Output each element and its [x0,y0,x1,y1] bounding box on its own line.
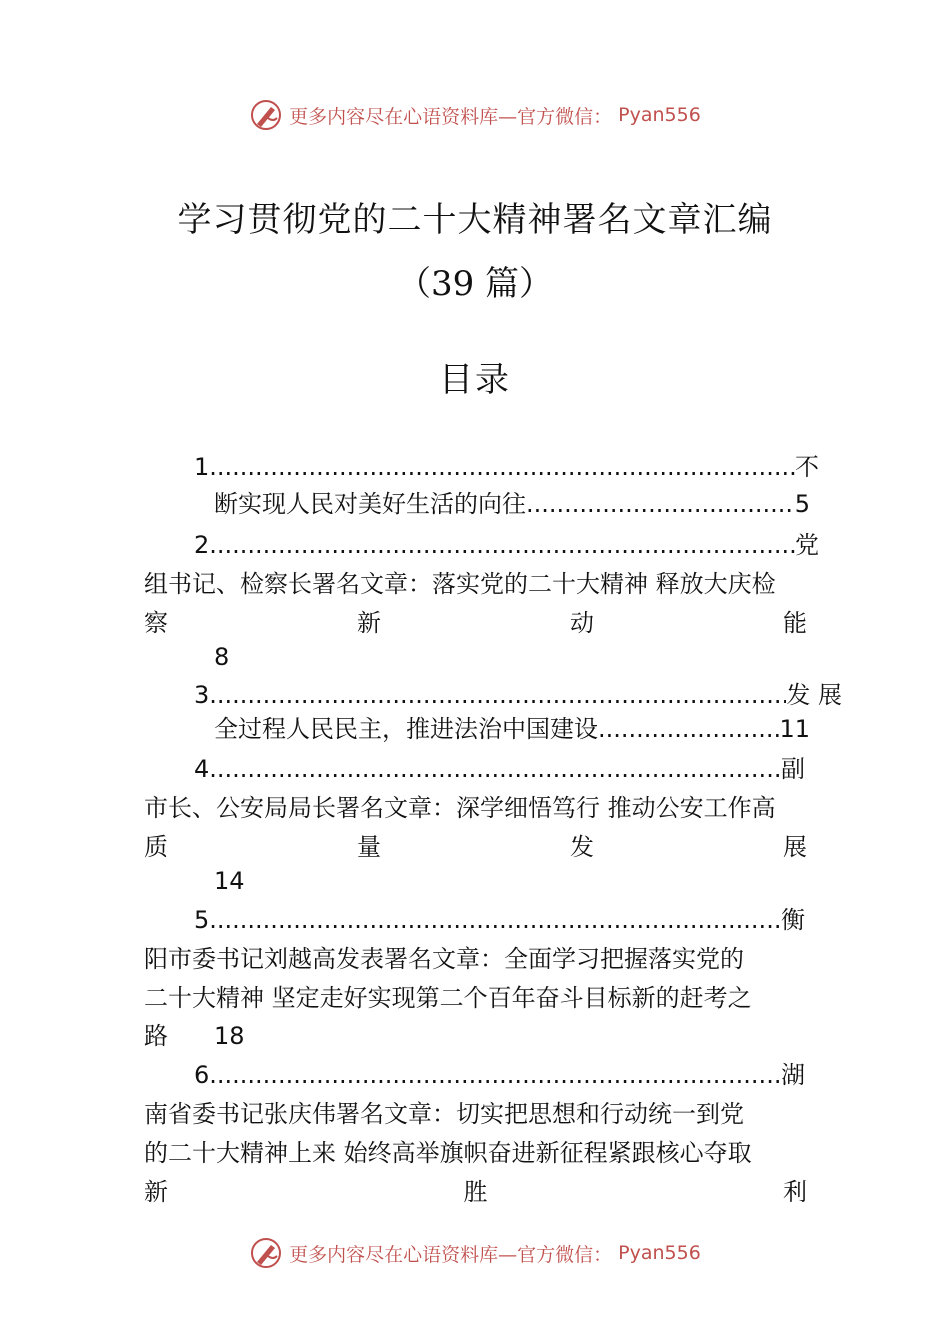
toc-entry-5-last-line[interactable] [144,1021,807,1051]
dot-leader [217,1060,781,1090]
toc-entry-4-leader[interactable] [194,754,805,784]
watermark-text: 更多内容尽在心语资料库—官方微信： [289,105,613,128]
watermark-wechat-id: Pyan556 [618,1242,701,1264]
dot-leader [217,680,786,710]
justified-char: 能 [783,609,807,637]
toc-entry-number: 1. [194,453,217,481]
dot-leader [217,905,781,935]
toc-entry-5-leader[interactable] [194,905,805,935]
toc-entry-2-leader[interactable] [194,530,819,560]
toc-entry-page: 18 [214,1022,245,1050]
toc-entry-3-leader[interactable] [194,680,842,710]
pen-logo-icon [249,1236,283,1270]
toc-entry-2-page[interactable]: 8 [214,643,230,671]
dot-leader [526,489,795,519]
toc-entry-first-char: 衡 [781,906,805,934]
toc-entry-2-justified-line[interactable] [144,608,807,638]
footer-watermark [0,1233,950,1273]
toc-entry-6-title-line-1[interactable]: 南省委书记张庆伟署名文章：切实把思想和行动统一到党 [144,1100,744,1128]
toc-entry-number: 2. [194,531,217,559]
justified-char: 新 [144,1178,168,1206]
toc-entry-4-justified-line[interactable] [144,832,807,862]
document-count: （39 篇） [396,264,554,304]
justified-char: 展 [783,833,807,861]
toc-entry-5-title-line-2[interactable]: 二十大精神 坚定走好实现第二个百年奋斗目标新的赶考之 [144,984,752,1012]
pen-logo-icon [249,98,283,132]
header-watermark [0,95,950,135]
toc-entry-first-char: 不 [795,453,819,481]
toc-entry-6-title-line-2[interactable]: 的二十大精神上来 始终高举旗帜奋进新征程紧跟核心夺取 [144,1139,752,1167]
toc-entry-2-title[interactable]: 组书记、检察长署名文章：落实党的二十大精神 释放大庆检 [144,570,776,598]
toc-entry-first-char: 湖 [781,1061,805,1089]
justified-char: 量 [357,833,381,861]
justified-char: 质 [144,833,168,861]
toc-entry-5-title-line-1[interactable]: 阳市委书记刘越高发表署名文章：全面学习把握落实党的 [144,945,744,973]
toc-entry-1-title[interactable] [214,489,810,519]
dot-leader [217,452,795,482]
toc-entry-number: 6. [194,1061,217,1089]
toc-entry-number: 5. [194,906,217,934]
toc-entry-page: 11 [779,715,810,743]
justified-char: 动 [570,609,594,637]
justified-char: 发 [570,833,594,861]
toc-entry-6-leader[interactable] [194,1060,805,1090]
toc-entry-number: 3. [194,681,217,709]
toc-entry-4-title[interactable]: 市长、公安局局长署名文章：深学细悟笃行 推动公安工作高 [144,794,776,822]
toc-entry-number: 4. [194,755,217,783]
toc-entry-text: 断实现人民对美好生活的向往 [214,490,526,518]
dot-leader [598,714,779,744]
toc-entry-1-leader[interactable] [194,452,819,482]
toc-entry-first-char: 副 [781,755,805,783]
toc-entry-page: 5 [794,490,810,518]
toc-entry-6-justified-line[interactable] [144,1177,807,1207]
toc-entry-first-char: 发 展 [786,681,842,709]
justified-char: 新 [357,609,381,637]
document-title: 学习贯彻党的二十大精神署名文章汇编 [177,200,773,240]
toc-entry-3-title[interactable] [214,714,810,744]
justified-char: 利 [783,1178,807,1206]
justified-char: 察 [144,609,168,637]
toc-heading: 目录 [439,360,511,400]
dot-leader [217,530,795,560]
toc-entry-first-char: 党 [795,531,819,559]
dot-leader [217,754,781,784]
toc-entry-last-word: 路 [144,1022,168,1050]
toc-entry-text: 全过程人民民主，推进法治中国建设 [214,715,598,743]
watermark-text: 更多内容尽在心语资料库—官方微信： [289,1243,613,1266]
toc-entry-4-page[interactable]: 14 [214,867,245,895]
watermark-wechat-id: Pyan556 [618,104,701,126]
justified-char: 胜 [463,1178,488,1206]
